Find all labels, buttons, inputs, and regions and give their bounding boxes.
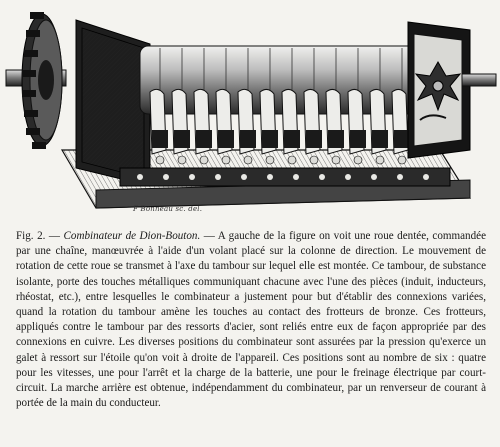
right-shaft xyxy=(462,74,496,86)
right-end-frame xyxy=(408,22,470,158)
engraver-signature: F Bonneau sc. del. xyxy=(133,205,203,213)
figure-caption xyxy=(16,229,486,411)
figure-title: Combinateur de Dion-Bouton. xyxy=(63,230,201,242)
caption-body: — A gauche de la figure on voit une roue dentée, commandée par une chaîne, manœuvrée à l'aide d'un volant placé sur la colonne de direction. Le mouvement de rotation de cette roue se transmet à l'axe du tambour sur lequel elle est montée. Ce tambour, de substance isolante, porte des touches métalliques communiquant chacune avec l'une des pièces (induit, inducteurs, rhéostat, etc.), entre lesquelles le combinateur a justement pour but d'établir des connexions variées, quand la rotation du tambour amène les touches au contact des frotteurs de bronze. Ces frotteurs, appliqués contre le tambour par des ressorts d'acier, sont reliés entre eux de façon appropriée par des connexions en cuivre. Les diverses positions du combinateur sont assurées par la pression qu'exerce un galet à ressort sur l'étoile qu'on voit à droite de l'appareil. Ces positions sont au nombre de six : quatre pour les vitesses, une pour l'arrêt et la charge de la batterie, une pour le freinage électrique par court-circuit. La marche arrière est obtenue, indépendamment du combinateur, par un renverseur de courant à portée de la main du conducteur. xyxy=(16,230,486,410)
figure-number: Fig. 2. — xyxy=(16,230,60,242)
sprocket-wheel xyxy=(22,12,62,149)
